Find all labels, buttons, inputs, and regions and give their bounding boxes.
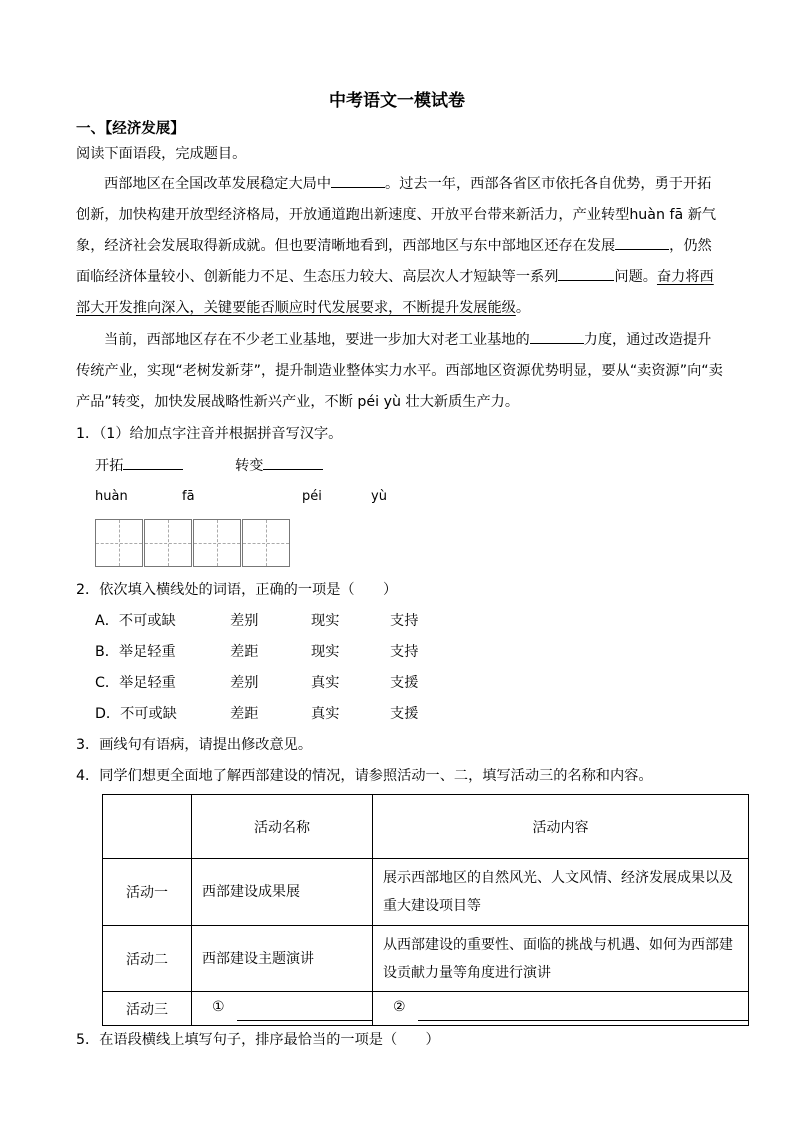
row-label: 活动一 [103,859,192,926]
activity-content: 从西部建设的重要性、面临的挑战与机遇、如何为西部建设贡献力量等角度进行演讲 [383,936,733,981]
blank-1[interactable] [331,172,385,188]
passage-line-8: 产品”转变，加快发展战略性新兴产业，不断 péi yù 壮大新质生产力。 [76,394,520,410]
writing-grid [95,519,291,567]
row-label: 活动二 [103,926,192,992]
table-row [103,859,749,926]
pinyin-2: fā [182,489,195,504]
activity-name: 西部建设成果展 [202,884,300,900]
table-row [103,992,749,1026]
passage-line-5: 部大开发推向深入，关键要能否顺应时代发展要求，不断提升发展能级。 [76,300,531,316]
underlined-sentence: 奋力将西 [656,269,714,285]
question-4-stem: 4．同学们想更全面地了解西部建设的情况，请参照活动一、二，填写活动三的名称和内容。 [76,768,653,784]
activity-table [102,794,749,1026]
pinyin-4: yù [371,489,387,504]
blank-4[interactable] [530,328,584,344]
blank-3[interactable] [558,265,614,281]
q1-word-1: 开拓 [95,452,183,480]
activity-3-content-field[interactable] [373,992,749,1026]
answer-line[interactable] [418,1006,748,1021]
circled-number-2: ② [393,999,406,1015]
question-3-stem: 3．画线句有语病，请提出修改意见。 [76,737,313,753]
passage-line-4: 面临经济体量较小、创新能力不足、生态压力较大、高层次人才短缺等一系列 问题。奋力将西 [76,263,714,291]
answer-line[interactable] [237,1006,372,1021]
activity-content: 展示西部地区的自然风光、人文风情、经济发展成果以及重大建设项目等 [383,870,733,914]
grid-cell[interactable] [95,519,143,567]
blank-2[interactable] [615,234,669,250]
circled-number-1: ① [212,999,225,1015]
passage-line-7: 传统产业，实现“老树发新芽”，提升制造业整体实力水平。西部地区资源优势明显，要从“卖资源”向“卖 [76,363,723,379]
row-label: 活动三 [103,992,192,1026]
header-activity-content: 活动内容 [373,795,749,859]
question-1-stem: 1．（1）给加点字注音并根据拼音写汉字。 [76,426,343,442]
section-heading: 一、【经济发展】 [76,121,185,137]
q1-answer-1[interactable] [123,454,183,470]
table-header-row [103,795,749,859]
question-2-stem: 2．依次填入横线处的词语，正确的一项是（ ） [76,582,398,598]
activity-name: 西部建设主题演讲 [202,950,314,967]
q1-answer-2[interactable] [263,454,323,470]
instruction: 阅读下面语段，完成题目。 [76,146,247,162]
passage-line-2: 创新，加快构建开放型经济格局，开放通道跑出新速度、开放平台带来新活力，产业转型huàn fā 新气 [76,207,717,223]
passage-line-3: 象，经济社会发展取得新成就。但也要清晰地看到，西部地区与东中部地区还存在发展 ，仍然 [76,232,712,260]
pinyin-3: péi [302,489,322,504]
grid-cell[interactable] [193,519,241,567]
header-activity-name: 活动名称 [192,795,373,859]
pinyin-1: huàn [95,489,128,504]
q1-word-2: 转变 [235,452,323,480]
underlined-sentence-cont: 部大开发推向深入，关键要能否顺应时代发展要求，不断提升发展能级 [76,300,516,316]
question-5-stem: 5．在语段横线上填写句子，排序最恰当的一项是（ ） [76,1032,440,1048]
page-title: 中考语文一模试卷 [329,91,465,111]
activity-3-name-field[interactable] [192,992,373,1026]
grid-cell[interactable] [242,519,290,567]
grid-cell[interactable] [144,519,192,567]
passage-line-1: 西部地区在全国改革发展稳定大局中 。过去一年，西部各省区市依托各自优势，勇于开拓 [104,170,711,198]
passage-line-6: 当前，西部地区存在不少老工业基地，要进一步加大对老工业基地的 力度，通过改造提升 [104,326,711,354]
table-row [103,926,749,992]
